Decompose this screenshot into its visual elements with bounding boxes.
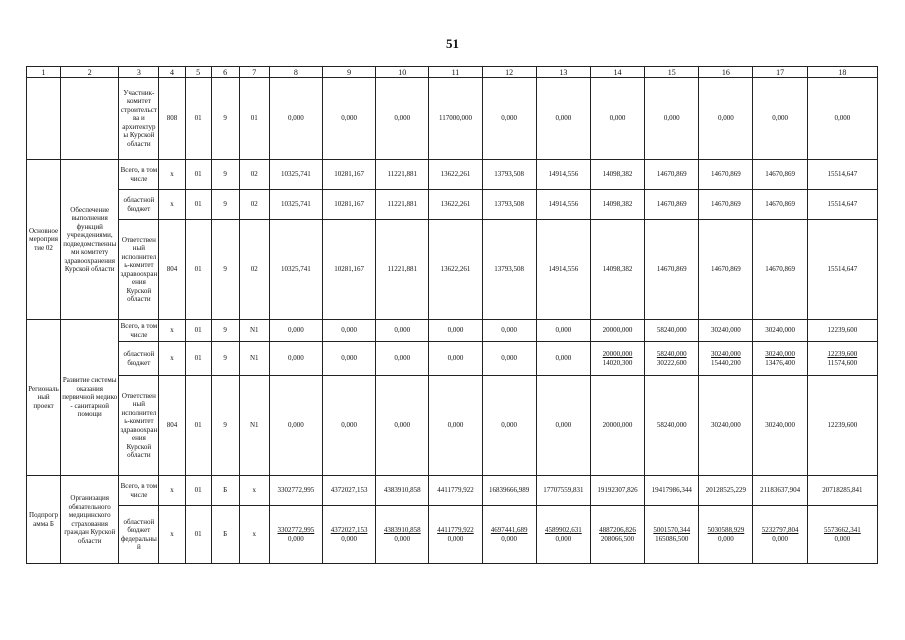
section-code-cell: 01 — [185, 160, 211, 190]
value-cell: 13793,508 — [482, 160, 536, 190]
section-code-cell: 01 — [185, 78, 211, 160]
value-cell: 20000,000 — [590, 376, 644, 476]
value-cell: 0,000 — [807, 78, 877, 160]
value-cell: 0,000 — [322, 320, 375, 342]
grbs-code-cell: 808 — [159, 78, 185, 160]
program-level-cell: Подпрограмма Б — [27, 476, 61, 564]
value-cell: 13622,261 — [429, 220, 482, 320]
value-cell — [269, 506, 322, 564]
value-cell: 12239,600 — [807, 376, 877, 476]
value-secondary: 0,000 — [772, 534, 788, 543]
value-primary: 58240,000 — [656, 350, 687, 358]
value-cell: 117000,000 — [429, 78, 482, 160]
value-cell: 14098,382 — [590, 190, 644, 220]
value-cell: 15514,647 — [807, 190, 877, 220]
grbs-code-cell: х — [159, 320, 185, 342]
value-cell: 0,000 — [536, 376, 590, 476]
column-header: 17 — [753, 67, 807, 78]
column-header: 16 — [699, 67, 753, 78]
value-cell — [536, 506, 590, 564]
value-secondary: 165086,500 — [655, 534, 689, 543]
value-primary: 4383910,858 — [383, 526, 421, 534]
value-cell: 17707559,831 — [536, 476, 590, 506]
column-header: 5 — [185, 67, 211, 78]
value-cell: 16839666,989 — [482, 476, 536, 506]
column-header: 1 — [27, 67, 61, 78]
column-header: 14 — [590, 67, 644, 78]
table-row — [27, 320, 878, 342]
value-cell: 14670,869 — [645, 220, 699, 320]
value-primary: 3302772,995 — [277, 526, 315, 534]
program-code-cell: 9 — [211, 160, 239, 190]
program-code-cell: 9 — [211, 78, 239, 160]
grbs-code-cell: х — [159, 506, 185, 564]
value-cell: 0,000 — [322, 342, 375, 376]
value-secondary: 11574,600 — [827, 358, 858, 367]
column-header: 11 — [429, 67, 482, 78]
value-cell — [590, 342, 644, 376]
column-header: 15 — [645, 67, 699, 78]
value-primary: 12239,600 — [827, 350, 858, 358]
program-name-cell: Развитие системы оказания первичной медико - санитарной помощи — [61, 320, 119, 476]
budget-table — [26, 66, 878, 564]
column-header: 3 — [119, 67, 159, 78]
value-primary: 20000,000 — [602, 350, 633, 358]
grbs-code-cell: х — [159, 160, 185, 190]
value-primary: 5232797,804 — [761, 526, 799, 534]
value-cell — [376, 506, 429, 564]
program-code-cell: 9 — [211, 376, 239, 476]
column-header: 7 — [239, 67, 269, 78]
value-cell — [645, 342, 699, 376]
table-row — [27, 78, 878, 160]
value-cell: 11221,881 — [376, 190, 429, 220]
value-cell: 13793,508 — [482, 220, 536, 320]
header-row — [27, 67, 878, 78]
value-primary: 5573662,341 — [823, 526, 861, 534]
event-code-cell: N1 — [239, 320, 269, 342]
value-cell: 0,000 — [536, 78, 590, 160]
value-cell: 3302772,995 — [269, 476, 322, 506]
value-cell — [699, 342, 753, 376]
value-secondary: 15440,200 — [711, 358, 741, 367]
value-cell: 0,000 — [269, 342, 322, 376]
value-cell: 0,000 — [699, 78, 753, 160]
value-cell: 0,000 — [429, 342, 482, 376]
value-cell: 0,000 — [645, 78, 699, 160]
value-cell: 11221,881 — [376, 220, 429, 320]
value-primary: 5001570,344 — [653, 526, 691, 534]
value-cell: 0,000 — [376, 342, 429, 376]
value-cell: 10325,741 — [269, 220, 322, 320]
value-cell: 14914,556 — [536, 190, 590, 220]
program-code-cell: 9 — [211, 342, 239, 376]
value-primary: 30240,000 — [765, 350, 795, 358]
value-cell: 19417986,344 — [645, 476, 699, 506]
value-cell: 30240,000 — [753, 320, 807, 342]
value-cell: 21183637,904 — [753, 476, 807, 506]
event-code-cell: 02 — [239, 220, 269, 320]
value-cell: 58240,000 — [645, 320, 699, 342]
value-cell: 0,000 — [429, 320, 482, 342]
value-cell: 0,000 — [482, 320, 536, 342]
value-cell: 20000,000 — [590, 320, 644, 342]
event-code-cell: х — [239, 506, 269, 564]
program-code-cell: 9 — [211, 220, 239, 320]
value-cell: 14914,556 — [536, 220, 590, 320]
value-cell: 0,000 — [269, 320, 322, 342]
value-cell — [807, 342, 877, 376]
section-code-cell: 01 — [185, 376, 211, 476]
value-secondary: 14020,300 — [602, 358, 633, 367]
value-cell — [482, 506, 536, 564]
value-cell: 20718285,841 — [807, 476, 877, 506]
value-cell: 0,000 — [322, 78, 375, 160]
value-cell — [429, 506, 482, 564]
table-row — [27, 376, 878, 476]
value-cell: 14098,382 — [590, 220, 644, 320]
event-code-cell: 02 — [239, 160, 269, 190]
value-cell: 10281,167 — [322, 160, 375, 190]
value-cell: 10281,167 — [322, 190, 375, 220]
value-cell: 0,000 — [269, 376, 322, 476]
value-cell — [645, 506, 699, 564]
value-cell — [807, 506, 877, 564]
value-cell: 0,000 — [376, 320, 429, 342]
program-code-cell: 9 — [211, 320, 239, 342]
program-code-cell: Б — [211, 476, 239, 506]
value-cell: 15514,647 — [807, 160, 877, 190]
program-level-cell — [27, 78, 61, 160]
event-code-cell: N1 — [239, 376, 269, 476]
table-row — [27, 160, 878, 190]
value-cell: 14670,869 — [699, 220, 753, 320]
value-cell: 0,000 — [322, 376, 375, 476]
program-code-cell: Б — [211, 506, 239, 564]
column-header: 9 — [322, 67, 375, 78]
column-header: 4 — [159, 67, 185, 78]
value-cell: 14670,869 — [699, 160, 753, 190]
responsible-cell: Ответственный исполнитель-комитет здравоохранения Курской области — [119, 220, 159, 320]
value-primary: 5030588,929 — [707, 526, 745, 534]
value-cell — [753, 342, 807, 376]
column-header: 18 — [807, 67, 877, 78]
value-cell: 14670,869 — [645, 160, 699, 190]
event-code-cell: х — [239, 476, 269, 506]
value-cell: 20128525,229 — [699, 476, 753, 506]
value-cell: 0,000 — [590, 78, 644, 160]
value-secondary: 0,000 — [394, 534, 411, 543]
table-row — [27, 220, 878, 320]
value-cell: 14670,869 — [753, 160, 807, 190]
value-cell: 0,000 — [536, 320, 590, 342]
value-cell: 0,000 — [482, 342, 536, 376]
section-code-cell: 01 — [185, 220, 211, 320]
column-header: 2 — [61, 67, 119, 78]
value-secondary: 0,000 — [834, 534, 851, 543]
value-cell: 13622,261 — [429, 190, 482, 220]
value-secondary: 208066,500 — [600, 534, 635, 543]
value-cell: 13622,261 — [429, 160, 482, 190]
value-cell: 4383910,858 — [376, 476, 429, 506]
program-level-cell: Основное мероприятие 02 — [27, 160, 61, 320]
section-code-cell: 01 — [185, 476, 211, 506]
program-name-cell: Организация обязательного медицинского страхования граждан Курской области — [61, 476, 119, 564]
responsible-cell: Ответственный исполнитель-комитет здравоохранения Курской области — [119, 376, 159, 476]
value-cell — [590, 506, 644, 564]
value-cell: 0,000 — [753, 78, 807, 160]
value-cell: 0,000 — [429, 376, 482, 476]
value-cell: 4411779,922 — [429, 476, 482, 506]
value-cell: 15514,647 — [807, 220, 877, 320]
value-cell: 14914,556 — [536, 160, 590, 190]
section-code-cell: 01 — [185, 320, 211, 342]
section-code-cell: 01 — [185, 190, 211, 220]
value-cell: 10325,741 — [269, 190, 322, 220]
table-row — [27, 476, 878, 506]
table-row — [27, 342, 878, 376]
page-number: 51 — [446, 36, 459, 51]
grbs-code-cell: х — [159, 190, 185, 220]
value-cell — [322, 506, 375, 564]
value-secondary: 0,000 — [501, 534, 518, 543]
value-cell: 0,000 — [482, 376, 536, 476]
value-primary: 4697441,689 — [490, 526, 528, 534]
column-header: 8 — [269, 67, 322, 78]
value-secondary: 0,000 — [447, 534, 464, 543]
value-cell: 14670,869 — [753, 220, 807, 320]
grbs-code-cell: х — [159, 342, 185, 376]
column-header: 6 — [211, 67, 239, 78]
value-cell: 0,000 — [536, 342, 590, 376]
value-cell: 14670,869 — [645, 190, 699, 220]
responsible-cell: областной бюджет федеральный — [119, 506, 159, 564]
responsible-cell: областной бюджет — [119, 190, 159, 220]
table-row — [27, 190, 878, 220]
value-primary: 4411779,922 — [437, 526, 474, 534]
value-primary: 30240,000 — [711, 350, 741, 358]
program-name-cell — [61, 78, 119, 160]
event-code-cell: N1 — [239, 342, 269, 376]
value-cell: 13793,508 — [482, 190, 536, 220]
value-primary: 4887206,826 — [599, 526, 636, 534]
value-cell: 4372027,153 — [322, 476, 375, 506]
value-secondary: 30222,600 — [656, 358, 687, 367]
value-cell: 14670,869 — [699, 190, 753, 220]
value-cell: 14098,382 — [590, 160, 644, 190]
section-code-cell: 01 — [185, 506, 211, 564]
grbs-code-cell: 804 — [159, 220, 185, 320]
value-cell: 30240,000 — [699, 320, 753, 342]
table-row — [27, 506, 878, 564]
responsible-cell: Всего, в том числе — [119, 476, 159, 506]
program-code-cell: 9 — [211, 190, 239, 220]
value-cell: 19192307,826 — [590, 476, 644, 506]
value-cell: 0,000 — [269, 78, 322, 160]
value-cell: 10325,741 — [269, 160, 322, 190]
grbs-code-cell: х — [159, 476, 185, 506]
value-cell: 0,000 — [376, 376, 429, 476]
program-name-cell: Обеспечение выполнения функций учреждениями, подведомственными комитету здравоохранения Курской области — [61, 160, 119, 320]
value-cell: 0,000 — [482, 78, 536, 160]
value-cell: 12239,600 — [807, 320, 877, 342]
value-secondary: 0,000 — [718, 534, 734, 543]
value-cell: 30240,000 — [753, 376, 807, 476]
event-code-cell: 01 — [239, 78, 269, 160]
value-primary: 4372027,153 — [330, 526, 368, 534]
column-header: 13 — [536, 67, 590, 78]
grbs-code-cell: 804 — [159, 376, 185, 476]
column-header: 12 — [482, 67, 536, 78]
value-cell: 14670,869 — [753, 190, 807, 220]
responsible-cell: областной бюджет — [119, 342, 159, 376]
value-secondary: 0,000 — [555, 534, 572, 543]
responsible-cell: Всего, в том числе — [119, 160, 159, 190]
section-code-cell: 01 — [185, 342, 211, 376]
responsible-cell: Участник-комитет строительства и архитектуры Курской области — [119, 78, 159, 160]
value-cell — [753, 506, 807, 564]
value-cell: 0,000 — [376, 78, 429, 160]
value-cell: 30240,000 — [699, 376, 753, 476]
value-primary: 4589902,631 — [544, 526, 582, 534]
responsible-cell: Всего, в том числе — [119, 320, 159, 342]
event-code-cell: 02 — [239, 190, 269, 220]
program-level-cell: Региональный проект — [27, 320, 61, 476]
value-secondary: 0,000 — [341, 534, 357, 543]
value-cell: 11221,881 — [376, 160, 429, 190]
value-cell: 58240,000 — [645, 376, 699, 476]
value-secondary: 0,000 — [288, 534, 304, 543]
value-secondary: 13476,400 — [765, 358, 795, 367]
column-header: 10 — [376, 67, 429, 78]
value-cell — [699, 506, 753, 564]
value-cell: 10281,167 — [322, 220, 375, 320]
